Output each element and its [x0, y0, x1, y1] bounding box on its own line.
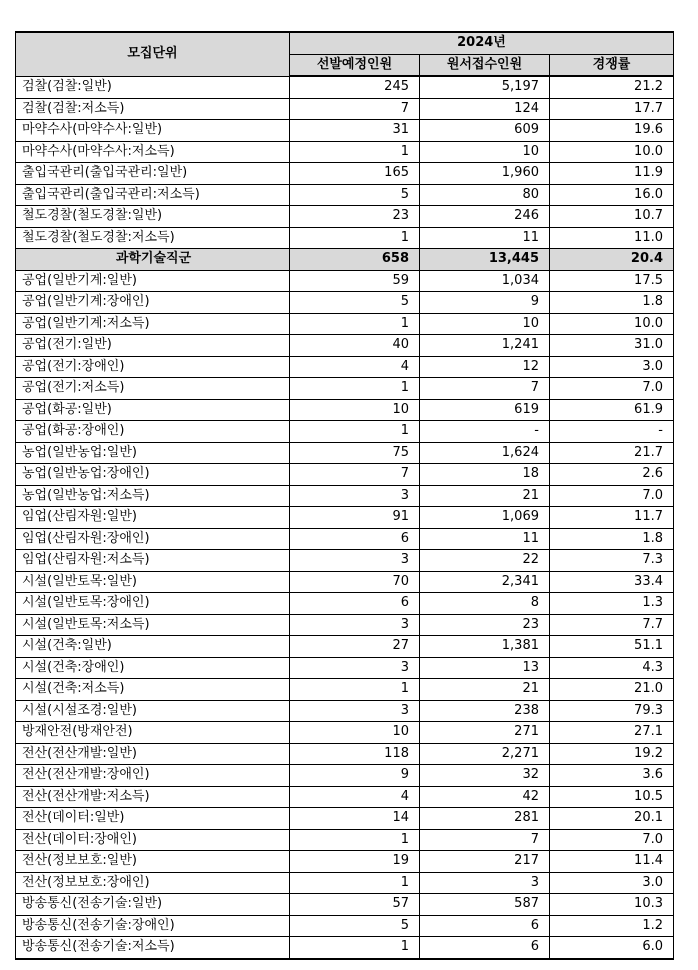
- cell-applicants: 22: [420, 550, 550, 572]
- cell-unit-name: 시설(일반토목:저소득): [16, 614, 290, 636]
- cell-unit-name: 출입국관리(출입국관리:저소득): [16, 184, 290, 206]
- cell-ratio: 27.1: [550, 722, 674, 744]
- group-row: [16, 249, 674, 271]
- table-row: [16, 227, 674, 249]
- cell-applicants: 6: [420, 915, 550, 937]
- table-row: [16, 894, 674, 916]
- cell-ratio: 10.5: [550, 786, 674, 808]
- cell-quota: 7: [290, 98, 420, 120]
- cell-ratio: 7.7: [550, 614, 674, 636]
- cell-applicants: 7: [420, 829, 550, 851]
- cell-quota: 5: [290, 292, 420, 314]
- cell-applicants: 271: [420, 722, 550, 744]
- cell-applicants: 18: [420, 464, 550, 486]
- cell-ratio: 4.3: [550, 657, 674, 679]
- cell-ratio: 3.6: [550, 765, 674, 787]
- cell-unit-name: 방송통신(전송기술:저소득): [16, 937, 290, 959]
- cell-unit-name: 방재안전(방재안전): [16, 722, 290, 744]
- cell-ratio: 3.0: [550, 872, 674, 894]
- cell-quota: 3: [290, 550, 420, 572]
- table-row: [16, 808, 674, 830]
- table-row: [16, 399, 674, 421]
- cell-unit-name: 전산(전산개발:저소득): [16, 786, 290, 808]
- cell-unit-name: 공업(전기:장애인): [16, 356, 290, 378]
- cell-applicants: 8: [420, 593, 550, 615]
- cell-ratio: 20.4: [550, 249, 674, 271]
- table-row: [16, 528, 674, 550]
- table-row: [16, 485, 674, 507]
- cell-ratio: 17.5: [550, 270, 674, 292]
- cell-applicants: 124: [420, 98, 550, 120]
- table-row: [16, 550, 674, 572]
- table-row: [16, 120, 674, 142]
- header-year: 2024년: [290, 32, 674, 54]
- cell-applicants: 6: [420, 937, 550, 959]
- cell-ratio: 6.0: [550, 937, 674, 959]
- table-row: [16, 335, 674, 357]
- cell-applicants: 3: [420, 872, 550, 894]
- cell-ratio: 51.1: [550, 636, 674, 658]
- cell-applicants: 1,960: [420, 163, 550, 185]
- cell-ratio: 11.0: [550, 227, 674, 249]
- cell-quota: 1: [290, 937, 420, 959]
- cell-unit-name: 전산(데이터:일반): [16, 808, 290, 830]
- cell-applicants: 1,241: [420, 335, 550, 357]
- cell-applicants: 238: [420, 700, 550, 722]
- table-row: [16, 571, 674, 593]
- recruitment-table-container: [15, 31, 674, 960]
- cell-applicants: 1,034: [420, 270, 550, 292]
- cell-applicants: 7: [420, 378, 550, 400]
- cell-unit-name: 전산(전산개발:일반): [16, 743, 290, 765]
- cell-unit-name: 시설(시설조경:일반): [16, 700, 290, 722]
- cell-unit-name: 공업(일반기계:저소득): [16, 313, 290, 335]
- cell-ratio: 21.0: [550, 679, 674, 701]
- cell-applicants: 11: [420, 528, 550, 550]
- cell-applicants: 217: [420, 851, 550, 873]
- table-row: [16, 636, 674, 658]
- cell-ratio: 19.6: [550, 120, 674, 142]
- cell-applicants: 11: [420, 227, 550, 249]
- table-row: [16, 141, 674, 163]
- cell-unit-name: 방송통신(전송기술:일반): [16, 894, 290, 916]
- table-row: [16, 851, 674, 873]
- cell-unit-name: 시설(일반토목:장애인): [16, 593, 290, 615]
- table-row: [16, 679, 674, 701]
- cell-unit-name: 공업(화공:일반): [16, 399, 290, 421]
- header-quota: 선발예정인원: [290, 54, 420, 76]
- cell-applicants: 1,069: [420, 507, 550, 529]
- cell-unit-name: 전산(데이터:장애인): [16, 829, 290, 851]
- table-row: [16, 593, 674, 615]
- cell-applicants: 619: [420, 399, 550, 421]
- cell-quota: 658: [290, 249, 420, 271]
- table-row: [16, 442, 674, 464]
- table-row: [16, 206, 674, 228]
- cell-applicants: 1,381: [420, 636, 550, 658]
- cell-ratio: 16.0: [550, 184, 674, 206]
- cell-applicants: 21: [420, 485, 550, 507]
- cell-applicants: 10: [420, 313, 550, 335]
- cell-quota: 1: [290, 679, 420, 701]
- cell-unit-name: 시설(건축:일반): [16, 636, 290, 658]
- cell-unit-name: 마약수사(마약수사:저소득): [16, 141, 290, 163]
- table-row: [16, 464, 674, 486]
- cell-applicants: 13: [420, 657, 550, 679]
- cell-unit-name: 마약수사(마약수사:일반): [16, 120, 290, 142]
- cell-quota: 10: [290, 722, 420, 744]
- table-row: [16, 292, 674, 314]
- cell-ratio: 21.7: [550, 442, 674, 464]
- cell-ratio: 11.7: [550, 507, 674, 529]
- cell-quota: 4: [290, 356, 420, 378]
- cell-quota: 91: [290, 507, 420, 529]
- cell-quota: 3: [290, 700, 420, 722]
- cell-applicants: 10: [420, 141, 550, 163]
- cell-quota: 7: [290, 464, 420, 486]
- cell-quota: 23: [290, 206, 420, 228]
- cell-ratio: 17.7: [550, 98, 674, 120]
- cell-ratio: 20.1: [550, 808, 674, 830]
- table-row: [16, 786, 674, 808]
- cell-quota: 31: [290, 120, 420, 142]
- header-applicants: 원서접수인원: [420, 54, 550, 76]
- cell-quota: 14: [290, 808, 420, 830]
- cell-applicants: 12: [420, 356, 550, 378]
- cell-quota: 27: [290, 636, 420, 658]
- cell-ratio: 10.7: [550, 206, 674, 228]
- table-row: [16, 184, 674, 206]
- cell-unit-name: 농업(일반농업:저소득): [16, 485, 290, 507]
- cell-ratio: 10.0: [550, 141, 674, 163]
- cell-applicants: 5,197: [420, 76, 550, 98]
- cell-applicants: 32: [420, 765, 550, 787]
- cell-quota: 165: [290, 163, 420, 185]
- cell-quota: 245: [290, 76, 420, 98]
- table-header: [16, 32, 674, 76]
- cell-applicants: 246: [420, 206, 550, 228]
- table-row: [16, 743, 674, 765]
- cell-quota: 4: [290, 786, 420, 808]
- cell-ratio: 7.3: [550, 550, 674, 572]
- cell-unit-name: 임업(산림자원:일반): [16, 507, 290, 529]
- cell-unit-name: 과학기술직군: [16, 249, 290, 271]
- cell-quota: 1: [290, 421, 420, 443]
- table-row: [16, 270, 674, 292]
- cell-ratio: 11.9: [550, 163, 674, 185]
- cell-ratio: -: [550, 421, 674, 443]
- table-row: [16, 915, 674, 937]
- cell-unit-name: 공업(일반기계:장애인): [16, 292, 290, 314]
- cell-quota: 75: [290, 442, 420, 464]
- cell-quota: 70: [290, 571, 420, 593]
- table-row: [16, 378, 674, 400]
- cell-applicants: 1,624: [420, 442, 550, 464]
- table-row: [16, 937, 674, 959]
- cell-ratio: 11.4: [550, 851, 674, 873]
- cell-quota: 1: [290, 829, 420, 851]
- cell-applicants: 23: [420, 614, 550, 636]
- header-unit: 모집단위: [16, 32, 290, 76]
- table-body: [16, 76, 674, 959]
- cell-quota: 3: [290, 657, 420, 679]
- cell-ratio: 2.6: [550, 464, 674, 486]
- cell-unit-name: 농업(일반농업:일반): [16, 442, 290, 464]
- cell-applicants: 42: [420, 786, 550, 808]
- cell-quota: 1: [290, 227, 420, 249]
- cell-unit-name: 전산(정보보호:장애인): [16, 872, 290, 894]
- table-row: [16, 76, 674, 98]
- cell-quota: 57: [290, 894, 420, 916]
- cell-quota: 9: [290, 765, 420, 787]
- table-row: [16, 872, 674, 894]
- table-row: [16, 700, 674, 722]
- cell-ratio: 1.2: [550, 915, 674, 937]
- cell-ratio: 1.3: [550, 593, 674, 615]
- table-row: [16, 421, 674, 443]
- cell-unit-name: 시설(건축:장애인): [16, 657, 290, 679]
- cell-unit-name: 임업(산림자원:저소득): [16, 550, 290, 572]
- cell-ratio: 1.8: [550, 292, 674, 314]
- recruitment-table: [15, 31, 674, 960]
- header-ratio: 경쟁률: [550, 54, 674, 76]
- cell-quota: 40: [290, 335, 420, 357]
- cell-applicants: 13,445: [420, 249, 550, 271]
- table-row: [16, 829, 674, 851]
- cell-ratio: 21.2: [550, 76, 674, 98]
- cell-quota: 5: [290, 915, 420, 937]
- cell-quota: 118: [290, 743, 420, 765]
- cell-ratio: 10.0: [550, 313, 674, 335]
- cell-unit-name: 검찰(검찰:일반): [16, 76, 290, 98]
- cell-quota: 6: [290, 528, 420, 550]
- cell-applicants: 2,341: [420, 571, 550, 593]
- cell-quota: 1: [290, 378, 420, 400]
- cell-unit-name: 공업(전기:일반): [16, 335, 290, 357]
- cell-unit-name: 공업(화공:장애인): [16, 421, 290, 443]
- cell-unit-name: 공업(일반기계:일반): [16, 270, 290, 292]
- cell-unit-name: 철도경찰(철도경찰:일반): [16, 206, 290, 228]
- table-row: [16, 507, 674, 529]
- cell-ratio: 33.4: [550, 571, 674, 593]
- cell-ratio: 79.3: [550, 700, 674, 722]
- cell-ratio: 10.3: [550, 894, 674, 916]
- cell-applicants: 2,271: [420, 743, 550, 765]
- cell-quota: 5: [290, 184, 420, 206]
- cell-quota: 3: [290, 485, 420, 507]
- table-row: [16, 765, 674, 787]
- cell-ratio: 31.0: [550, 335, 674, 357]
- cell-ratio: 19.2: [550, 743, 674, 765]
- cell-quota: 3: [290, 614, 420, 636]
- cell-applicants: 609: [420, 120, 550, 142]
- cell-ratio: 7.0: [550, 829, 674, 851]
- cell-quota: 10: [290, 399, 420, 421]
- cell-unit-name: 시설(건축:저소득): [16, 679, 290, 701]
- cell-unit-name: 출입국관리(출입국관리:일반): [16, 163, 290, 185]
- cell-quota: 1: [290, 313, 420, 335]
- cell-unit-name: 공업(전기:저소득): [16, 378, 290, 400]
- cell-ratio: 1.8: [550, 528, 674, 550]
- cell-applicants: 9: [420, 292, 550, 314]
- cell-unit-name: 임업(산림자원:장애인): [16, 528, 290, 550]
- cell-applicants: -: [420, 421, 550, 443]
- table-row: [16, 722, 674, 744]
- table-row: [16, 98, 674, 120]
- cell-applicants: 281: [420, 808, 550, 830]
- cell-ratio: 7.0: [550, 485, 674, 507]
- cell-quota: 1: [290, 872, 420, 894]
- cell-unit-name: 시설(일반토목:일반): [16, 571, 290, 593]
- cell-applicants: 80: [420, 184, 550, 206]
- cell-applicants: 587: [420, 894, 550, 916]
- table-row: [16, 163, 674, 185]
- table-row: [16, 313, 674, 335]
- cell-quota: 59: [290, 270, 420, 292]
- cell-quota: 1: [290, 141, 420, 163]
- cell-ratio: 61.9: [550, 399, 674, 421]
- cell-unit-name: 전산(정보보호:일반): [16, 851, 290, 873]
- cell-unit-name: 방송통신(전송기술:장애인): [16, 915, 290, 937]
- cell-ratio: 3.0: [550, 356, 674, 378]
- cell-unit-name: 철도경찰(철도경찰:저소득): [16, 227, 290, 249]
- table-row: [16, 356, 674, 378]
- table-row: [16, 657, 674, 679]
- cell-applicants: 21: [420, 679, 550, 701]
- cell-quota: 19: [290, 851, 420, 873]
- cell-quota: 6: [290, 593, 420, 615]
- table-row: [16, 614, 674, 636]
- cell-unit-name: 농업(일반농업:장애인): [16, 464, 290, 486]
- cell-ratio: 7.0: [550, 378, 674, 400]
- cell-unit-name: 전산(전산개발:장애인): [16, 765, 290, 787]
- cell-unit-name: 검찰(검찰:저소득): [16, 98, 290, 120]
